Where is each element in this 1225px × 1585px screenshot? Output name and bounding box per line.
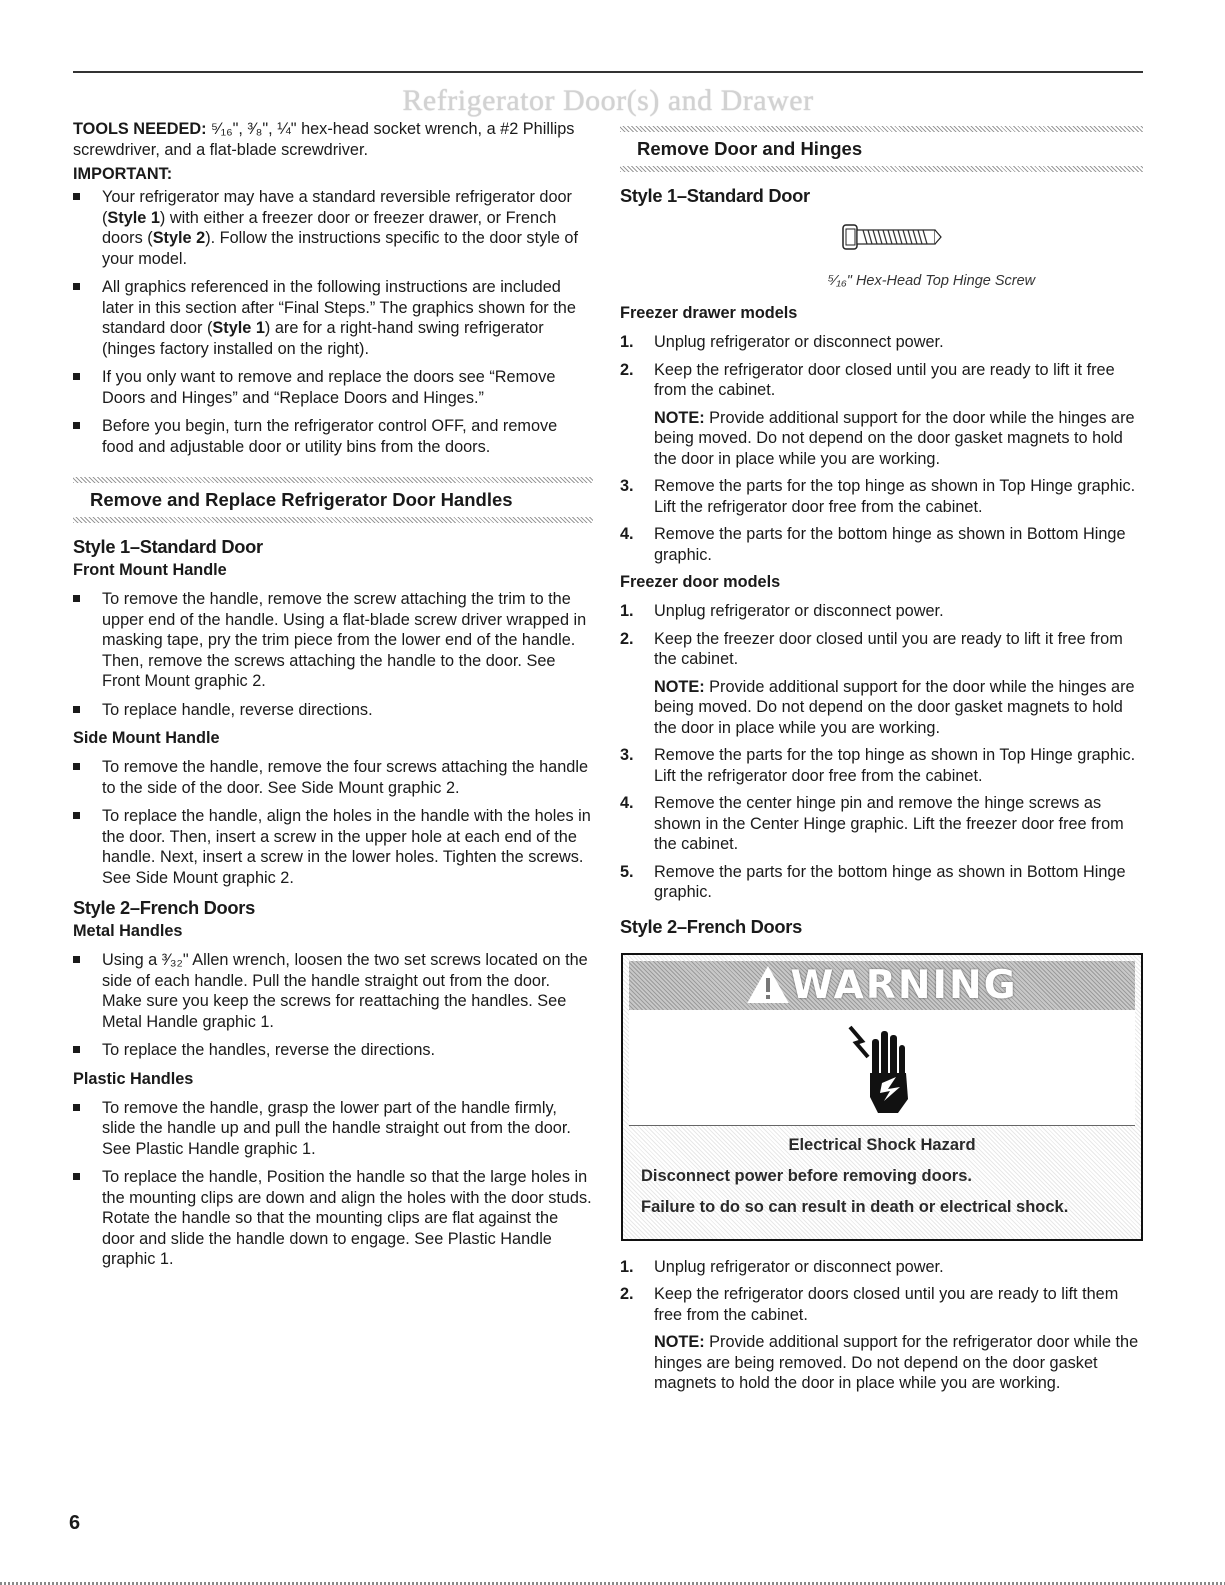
page-number: 6 — [69, 1512, 81, 1534]
list-item: 4. Remove the center hinge pin and remove the hinge screws as shown in the Center Hinge graphic. Lift the freezer door free from the cabinet. — [620, 794, 1124, 853]
freezer-drawer-steps — [620, 332, 1143, 565]
style2-heading: Style 2–French Doors — [73, 897, 255, 918]
hazard-title: Electrical Shock Hazard — [788, 1135, 976, 1154]
list-item: 2. Keep the refrigerator doors closed until you are ready to lift them free from the cabinet. NOTE: Provide additional support for the refrigerator door while the hinges are being removed. Do not depend on the door gasket magnets to hold the door in place while you are working. — [620, 1284, 1143, 1394]
list-item: To remove the handle, grasp the lower part of the handle firmly, slide the handle up and pull the handle straight out from the door. See Plastic Handle graphic 1. — [73, 1098, 593, 1160]
style1-heading: Style 1–Standard Door — [73, 536, 263, 557]
warning-title: WARNING — [790, 962, 1018, 1008]
list-item: To replace the handles, reverse the directions. — [73, 1040, 593, 1061]
front-mount-list — [73, 589, 593, 720]
side-mount-heading: Side Mount Handle — [73, 729, 220, 747]
tools-label: TOOLS NEEDED: — [73, 120, 207, 138]
warning-text — [629, 1126, 1135, 1233]
plastic-handles-list — [73, 1098, 593, 1270]
tools-text: ⁵⁄₁₆", ³⁄₈", ¼" hex-head socket wrench, a #2 Phillips screwdriver, and a flat-blade screwdriver. — [73, 120, 575, 159]
handles-section-title: Remove and Replace Refrigerator Door Handles — [90, 489, 513, 510]
warning-line-1: Disconnect power before removing doors. — [641, 1166, 972, 1185]
list-item: Before you begin, turn the refrigerator control OFF, and remove food and adjustable door or utility bins from the doors. — [73, 416, 593, 457]
warning-banner — [629, 961, 1135, 1010]
important-heading: IMPORTANT: — [73, 165, 173, 183]
side-mount-list — [73, 757, 593, 888]
list-item: To remove the handle, remove the four screws attaching the handle to the side of the door. See Side Mount graphic 2. — [73, 757, 593, 798]
left-column — [73, 119, 593, 1278]
list-item: Using a ³⁄₃₂" Allen wrench, loosen the two set screws located on the side of each handle. Pull the handle straight out from the door. Make sure you keep the screws for reattaching the handles. See Metal Handle graphic 1. — [73, 950, 593, 1032]
list-item: 1. Unplug refrigerator or disconnect power. — [620, 333, 944, 351]
list-item: 1. Unplug refrigerator or disconnect power. — [620, 602, 944, 620]
metal-handles-list — [73, 950, 593, 1061]
list-item: 4. Remove the parts for the bottom hinge as shown in Bottom Hinge graphic. — [620, 525, 1126, 564]
freezer-door-steps — [620, 601, 1143, 903]
list-item: 2. Keep the freezer door closed until you are ready to lift it free from the cabinet. NOTE: Provide additional support for the door while the hinges are being moved. Do not depend on the door gasket magnets to hold the door in place while you are working. — [620, 629, 1143, 739]
list-item: All graphics referenced in the following instructions are included later in this section after “Final Steps.” The graphics shown for the standard door (Style 1) are for a right-hand swing refrigerator (hinges factory installed on the right). — [73, 277, 593, 359]
list-item: 3. Remove the parts for the top hinge as shown in Top Hinge graphic. Lift the refrigerator door free from the cabinet. — [620, 477, 1136, 516]
tools-needed — [73, 119, 593, 161]
hex-head-screw-icon — [620, 209, 1143, 269]
top-rule — [73, 71, 1143, 73]
list-item: If you only want to remove and replace the doors see “Remove Doors and Hinges” and “Replace Doors and Hinges.” — [73, 367, 593, 408]
handles-section-header — [73, 477, 593, 523]
list-item: To replace the handle, align the holes in the handle with the holes in the door. Then, insert a screw in the upper hole at each end of the handle. Next, insert a screw in the lower holes. Tighten the screws. See Side Mount graphic 2. — [73, 806, 593, 888]
list-item: To remove the handle, remove the screw attaching the trim to the upper end of the handle. Using a flat-blade screw driver wrapped in masking tape, pry the trim piece from the lower end of the handle. Then, remove the screws attaching the handle to the door. See Front Mount graphic 2. — [73, 589, 593, 692]
electric-shock-hand-icon — [842, 1017, 922, 1117]
list-item: Your refrigerator may have a standard reversible refrigerator door (Style 1) with either a freezer door or freezer drawer, or French doors (Style 2). Follow the instructions specific to the door style of your model. — [73, 187, 593, 269]
freezer-door-heading: Freezer door models — [620, 573, 781, 591]
front-mount-heading: Front Mount Handle — [73, 561, 227, 579]
warning-triangle-icon — [746, 965, 790, 1005]
metal-handles-heading: Metal Handles — [73, 922, 183, 940]
warning-line-2: Failure to do so can result in death or electrical shock. — [641, 1197, 1069, 1216]
list-item: 3. Remove the parts for the top hinge as shown in Top Hinge graphic. Lift the refrigerator door free from the cabinet. — [620, 746, 1136, 785]
screw-caption: ⁵⁄₁₆" Hex-Head Top Hinge Screw — [827, 273, 1036, 289]
page-title: Refrigerator Door(s) and Drawer — [402, 84, 814, 117]
freezer-drawer-heading: Freezer drawer models — [620, 304, 798, 322]
list-item: 2. Keep the refrigerator door closed until you are ready to lift it free from the cabinet. NOTE: Provide additional support for the door while the hinges are being moved. Do not depend on the door gasket magnets to hold the door in place while you are working. — [620, 360, 1143, 470]
remove-door-section-title: Remove Door and Hinges — [637, 138, 863, 159]
warning-box — [621, 953, 1143, 1241]
list-item: To replace the handle, Position the handle so that the large holes in the mounting clips are down and align the holes with the door studs. Rotate the handle so that the mounting clips are flat against the door and slide the handle down to engage. See Plastic Handle graphic 1. — [73, 1167, 593, 1270]
important-list — [73, 187, 593, 457]
list-item: To replace handle, reverse directions. — [73, 700, 593, 721]
right-style2-heading: Style 2–French Doors — [620, 915, 802, 937]
shock-hazard-figure — [629, 1010, 1135, 1126]
hinge-screw-figure — [620, 209, 1143, 269]
remove-door-section-header — [620, 126, 1143, 172]
note: NOTE: Provide additional support for the door while the hinges are being moved. Do not depend on the door gasket magnets to hold the door in place while you are working. — [654, 408, 1135, 468]
note: NOTE: Provide additional support for the refrigerator door while the hinges are being removed. Do not depend on the door gasket magnets to hold the door in place while you are working. — [654, 1333, 1139, 1392]
right-column — [620, 119, 1143, 1401]
list-item: 5. Remove the parts for the bottom hinge as shown in Bottom Hinge graphic. — [620, 862, 1126, 901]
right-style1-heading: Style 1–Standard Door — [620, 185, 810, 206]
french-door-steps — [620, 1257, 1143, 1394]
list-item: 1. Unplug refrigerator or disconnect power. — [620, 1257, 944, 1276]
plastic-handles-heading: Plastic Handles — [73, 1069, 194, 1088]
note: NOTE: Provide additional support for the door while the hinges are being moved. Do not depend on the door gasket magnets to hold the door in place while you are working. — [654, 677, 1135, 737]
